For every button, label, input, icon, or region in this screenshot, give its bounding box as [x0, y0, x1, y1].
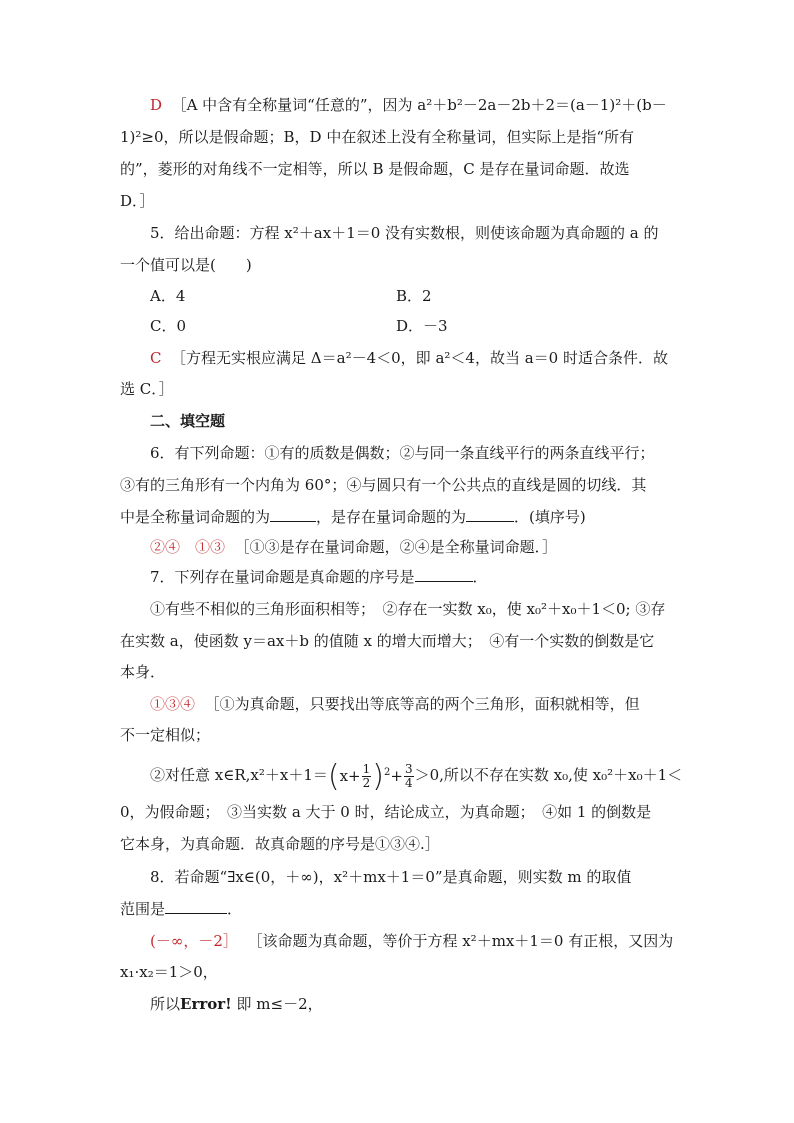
q6-stem-3 — [120, 506, 586, 528]
fraction-three-quarters-den: 4 — [404, 776, 413, 790]
q7-explanation-text: ［①为真命题，只要找出等底等高的两个三角形，面积就相等，但 — [204, 695, 640, 713]
q6-stem-3c: ．(填序号) — [514, 508, 586, 526]
q8-explanation-1 — [150, 930, 673, 952]
q6-stem-3a: 中是全称量词命题的为 — [120, 508, 271, 526]
q4-line-3: 的”，菱形的对角线不一定相等，所以 B 是假命题，C 是存在量词命题．故选 — [120, 160, 630, 178]
q5-explanation-2: 选 C．］ — [120, 380, 174, 398]
q6-blank-1 — [270, 507, 316, 522]
q8-explanation-3 — [150, 993, 323, 1015]
q5-option-d: D．－3 — [396, 317, 448, 335]
q4-line-1 — [150, 94, 667, 116]
q8-blank — [165, 899, 227, 914]
q5-stem-1: 5．给出命题：方程 x²＋ax＋1＝0 没有实数根，则使该命题为真命题的 a 的 — [150, 224, 659, 242]
q6-explanation-text: ［①③是存在量词命题，②④是全称量词命题．］ — [234, 538, 558, 556]
q7-stem-1a: 7．下列存在量词命题是真命题的序号是 — [150, 568, 415, 586]
fraction-three-quarters-num: 3 — [404, 762, 413, 776]
q7-explanation-1 — [150, 693, 640, 715]
q5-explanation-1 — [150, 347, 668, 369]
q5-option-c: C．0 — [150, 317, 187, 335]
q7-explanation-3a: ②对任意 x∈R,x²＋x＋1＝ — [150, 766, 328, 784]
q7-stem-1b: ． — [472, 568, 488, 586]
q8-answer: (－∞，－2］ — [150, 932, 238, 950]
error-marker: Error! — [180, 995, 232, 1013]
q7-answer: ①③④ — [150, 695, 196, 713]
q4-explanation-1: ［A 中含有全称量词“任意的”，因为 a²＋b²－2a－2b＋2＝(a－1)²＋(b－ — [171, 96, 667, 114]
q5-option-a: A．4 — [150, 287, 186, 305]
q4-line-2: 1)²≥0，所以是假命题；B，D 中在叙述上没有全称量词，但实际上是指“所有 — [120, 128, 635, 146]
q7-explanation-3b: ＞0,所以不存在实数 x₀,使 x₀²＋x₀＋1＜ — [414, 766, 683, 784]
section-title: 二、填空题 — [150, 412, 226, 430]
q7-stem-2: ①有些不相似的三角形面积相等； ②存在一实数 x₀，使 x₀²＋x₀＋1＜0; ③存 — [150, 600, 666, 618]
q6-answer: ②④ ①③ — [150, 538, 226, 556]
q7-explanation-4: 0，为假命题； ③当实数 a 大于 0 时，结论成立，为真命题； ④如 1 的倒数是 — [120, 803, 652, 821]
q8-explanation-2: x₁·x₂＝1＞0， — [120, 963, 218, 981]
q6-stem-2: ③有的三角形有一个内角为 60°；④与圆只有一个公共点的直线是圆的切线．其 — [120, 476, 647, 494]
q5-option-b: B．2 — [396, 287, 432, 305]
q7-explanation-3 — [150, 760, 682, 792]
q5-explanation-text: ［方程无实根应满足 Δ＝a²－4＜0，即 a²＜4，故当 a＝0 时适合条件．故 — [171, 349, 668, 367]
q8-stem-2b: ． — [227, 900, 243, 918]
q4-answer: D — [150, 96, 163, 114]
q5-answer: C — [150, 349, 162, 367]
q8-stem-1: 8．若命题“∃x∈(0，＋∞)，x²＋mx＋1＝0”是真命题，则实数 m 的取值 — [150, 868, 632, 886]
q7-explanation-5: 它本身，为真命题．故真命题的序号是①③④.］ — [120, 835, 440, 853]
q8-stem-2 — [120, 898, 242, 920]
q7-stem-3: 在实数 a，使函数 y＝ax＋b 的值随 x 的增大而增大； ④有一个实数的倒数是它 — [120, 632, 655, 650]
q7-formula: (x+ $\frac{1}{2}$ )$^2$+ $\frac{3}{4}$ — [327, 758, 413, 794]
fraction-half-den: 2 — [362, 776, 371, 790]
fraction-half-num: 1 — [362, 762, 371, 776]
q7-stem-4: 本身． — [120, 663, 166, 681]
q8-stem-2a: 范围是 — [120, 900, 166, 918]
fraction-half — [362, 763, 372, 790]
q7-blank — [415, 567, 473, 582]
q8-explanation-3a: 所以 — [150, 995, 181, 1013]
fraction-three-quarters — [404, 763, 414, 790]
q6-stem-1: 6．有下列命题：①有的质数是偶数；②与同一条直线平行的两条直线平行； — [150, 444, 655, 462]
q8-explanation-text: ［该命题为真命题，等价于方程 x²＋mx＋1＝0 有正根，又因为 — [247, 932, 674, 950]
q6-explanation — [150, 536, 557, 558]
q5-stem-2: 一个值可以是( ) — [120, 256, 252, 274]
q6-stem-3b: ，是存在量词命题的为 — [316, 508, 467, 526]
q8-explanation-3b: 即 m≤－2， — [231, 995, 323, 1013]
q7-stem-1 — [150, 566, 488, 588]
q7-explanation-2: 不一定相似； — [120, 726, 211, 744]
q6-blank-2 — [466, 507, 514, 522]
q4-line-4: D．］ — [120, 192, 155, 210]
